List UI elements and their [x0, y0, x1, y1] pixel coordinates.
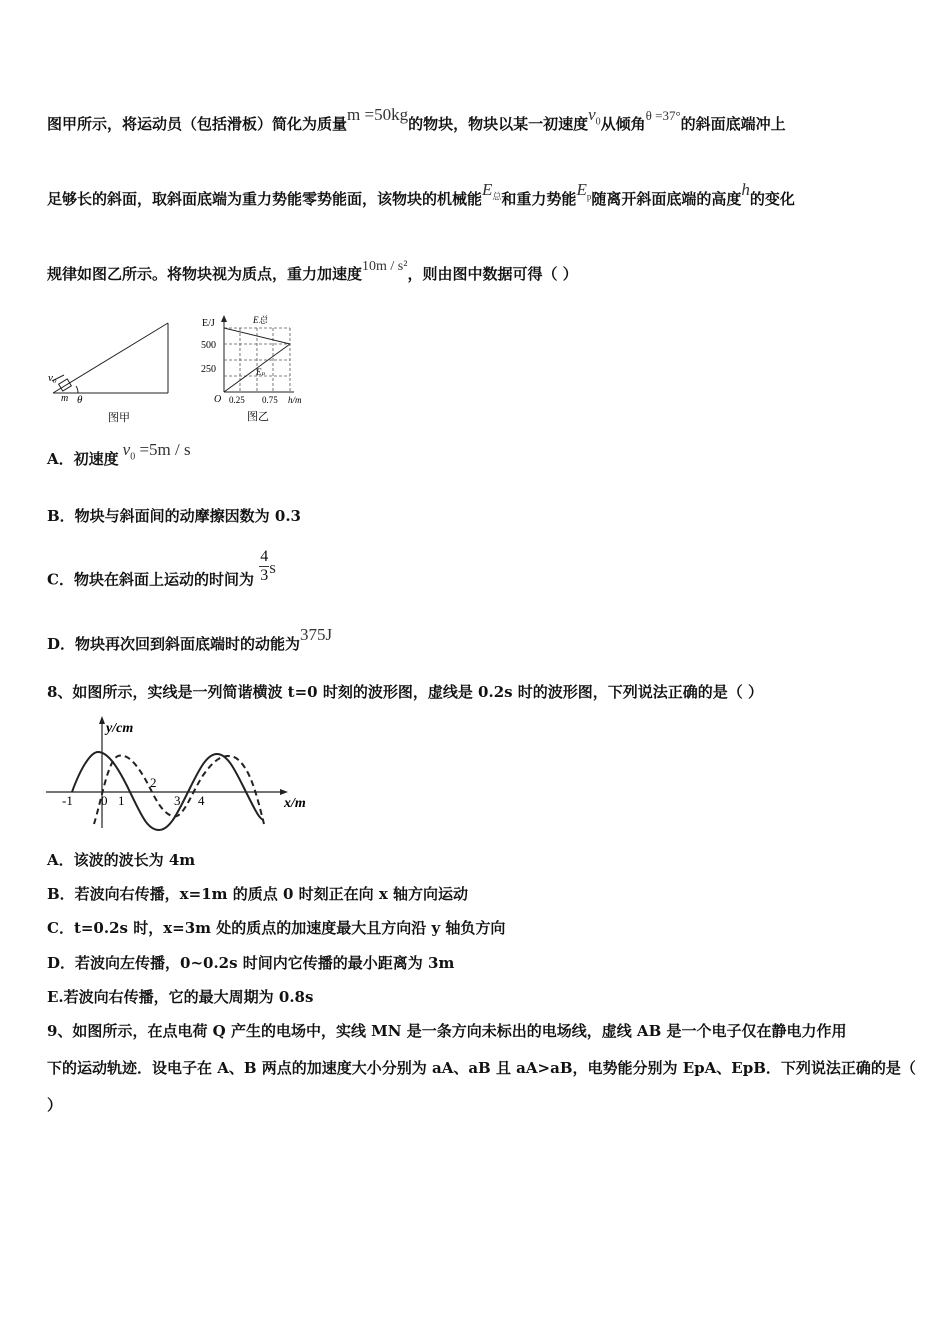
- theta-label: θ: [77, 394, 83, 406]
- v0-symbol: $v_0$: [588, 105, 601, 128]
- Ep-label: Eₚ: [256, 367, 266, 377]
- figure-caption-b: 图乙: [247, 411, 269, 423]
- tick-0.25: 0.25: [229, 395, 245, 405]
- q7-option-b: B．物块与斜面间的动摩擦因数为 0.3: [47, 507, 301, 525]
- tick-2: 2: [150, 775, 157, 790]
- graph-ylabel: E/J: [202, 318, 215, 329]
- q7-option-a: [47, 440, 191, 471]
- q7-text: 的变化: [749, 190, 795, 208]
- figure-caption-a: 图甲: [108, 412, 130, 424]
- h-symbol: h: [741, 180, 750, 199]
- q7-text: 的物块，物块以某一初速度: [408, 115, 589, 133]
- wave-solid-t0: [72, 752, 264, 830]
- option-text: C．物块在斜面上运动的时间为: [47, 570, 254, 589]
- unit-s: s: [269, 557, 276, 577]
- Ep-symbol: $E_p$: [576, 180, 592, 202]
- origin-label: O: [214, 394, 222, 405]
- figure-incline: [48, 315, 178, 425]
- q7-text: 随离开斜面底端的高度: [591, 190, 742, 208]
- tick-1: 1: [118, 793, 125, 808]
- figure-wave: [46, 712, 318, 834]
- fraction-4-3: $\frac{4}{3}$: [260, 548, 269, 584]
- q9-stem-line1: 9、如图所示，在点电荷 Q 产生的电场中，实线 MN 是一条方向未标出的电场线，虚线 AB 是一个电子仅在静电力作用: [47, 1022, 847, 1040]
- wave-ylabel: y/cm: [106, 721, 134, 736]
- mass-expression: m =50kg: [347, 105, 409, 124]
- tick-4: 4: [198, 793, 205, 808]
- tick-minus1: -1: [62, 793, 73, 808]
- option-text: A．初速度: [47, 450, 119, 468]
- q8-option-d: D．若波向左传播，0~0.2s 时间内它传播的最小距离为 3m: [47, 954, 455, 972]
- graph-xlabel: h/m: [288, 395, 302, 405]
- q8-stem: 8、如图所示，实线是一列简谐横波 t=0 时刻的波形图，虚线是 0.2s 时的波形图，下列说法正确的是（ ）: [47, 683, 764, 701]
- figure-energy-graph: [196, 310, 321, 428]
- wave-dashed-t02: [94, 755, 264, 824]
- angle-expression: θ =37°: [645, 108, 681, 123]
- q7-stem-line1: [47, 105, 786, 136]
- q7-text: 足够长的斜面，取斜面底端为重力势能零势能面，该物块的机械能: [47, 190, 483, 208]
- q7-text: 规律如图乙所示。将物块视为质点，重力加速度: [47, 265, 363, 283]
- tick-0: 0: [101, 793, 108, 808]
- g-expression: 10m / s²: [362, 259, 408, 274]
- q7-text: 的斜面底端冲上: [680, 115, 786, 133]
- m-label: m: [61, 393, 69, 404]
- v0-label: v₀: [48, 372, 57, 384]
- q7-text: 图甲所示，将运动员（包括滑板）简化为质量: [47, 115, 348, 133]
- q7-text: ，则由图中数据可得（ ）: [407, 265, 578, 283]
- q7-stem-line2: [47, 180, 795, 211]
- tick-250: 250: [201, 364, 216, 375]
- q7-text: 从倾角: [600, 115, 646, 133]
- wave-xlabel: x/m: [284, 796, 306, 811]
- option-text: D．物块再次回到斜面底端时的动能为: [47, 635, 301, 653]
- q7-text: 和重力势能: [501, 190, 577, 208]
- E-total-symbol: $E_总$: [482, 180, 502, 202]
- v0-symbol: $v_0 =5m / s$: [122, 440, 191, 463]
- tick-500: 500: [201, 340, 216, 351]
- kinetic-energy-value: 375J: [300, 625, 333, 644]
- q8-option-c: C．t=0.2s 时，x=3m 处的质点的加速度最大且方向沿 y 轴负方向: [47, 919, 506, 937]
- tick-0.75: 0.75: [262, 395, 278, 405]
- q8-option-a: A．该波的波长为 4m: [47, 851, 196, 869]
- E-total-label: E总: [253, 315, 268, 325]
- q9-stem-line2: 下的运动轨迹．设电子在 A、B 两点的加速度大小分别为 aA、aB 且 aA>aB，电势能分别为 EpA、EpB．下列说法正确的是（: [47, 1059, 916, 1077]
- q8-option-b: B．若波向右传播，x=1m 的质点 0 时刻正在向 x 轴方向运动: [47, 885, 468, 903]
- q7-option-c: [47, 548, 276, 599]
- q7-option-d: [47, 625, 333, 654]
- q7-stem-line3: [47, 259, 578, 284]
- q8-option-e: E.若波向右传播，它的最大周期为 0.8s: [47, 988, 314, 1006]
- tick-3: 3: [174, 793, 181, 808]
- q9-stem-line3: ）: [47, 1096, 63, 1114]
